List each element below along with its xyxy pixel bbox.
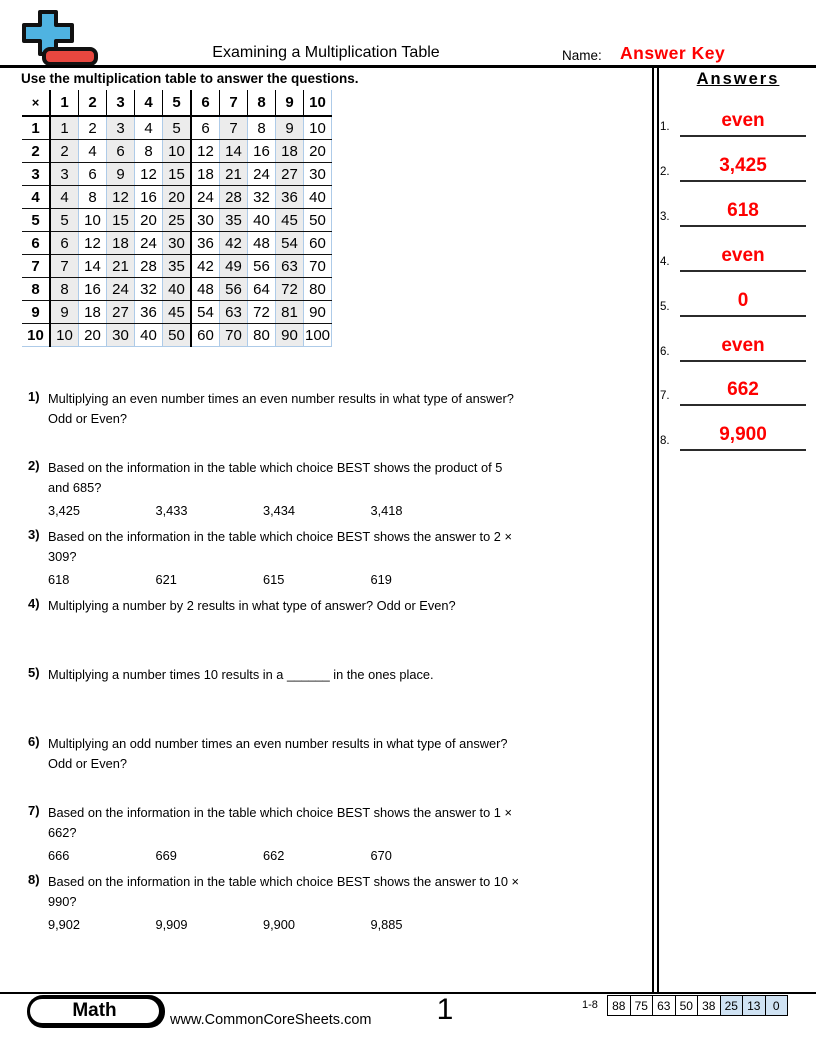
answer-choice: 666 <box>48 848 70 863</box>
table-cell: 50 <box>304 209 332 232</box>
subject-label: Math <box>30 999 159 1023</box>
score-cell: 25 <box>720 996 743 1015</box>
score-cell: 75 <box>630 996 653 1015</box>
question-8 <box>28 872 643 935</box>
table-cell: 9 <box>276 116 304 140</box>
table-cell: 54 <box>276 232 304 255</box>
table-cell: 45 <box>276 209 304 232</box>
table-cell: 16 <box>79 278 107 301</box>
table-col-header: 5 <box>163 90 192 116</box>
answer-blank <box>680 110 806 137</box>
question-text <box>48 596 643 616</box>
questions <box>28 0 643 990</box>
question-line: Based on the information in the table which choice BEST shows the product of 5 <box>48 460 503 475</box>
answer-choice: 9,909 <box>155 917 188 932</box>
table-cell: 64 <box>248 278 276 301</box>
name-label: Name: <box>562 48 602 63</box>
table-cell: 24 <box>248 163 276 186</box>
table-row-header: 3 <box>22 163 50 186</box>
question-line: Multiplying a number times 10 results in a ______ in the ones place. <box>48 667 434 682</box>
table-cell: 32 <box>135 278 163 301</box>
table-cell: 48 <box>191 278 220 301</box>
question-line: Based on the information in the table which choice BEST shows the answer to 1 × <box>48 805 512 820</box>
table-row-header: 6 <box>22 232 50 255</box>
table-cell: 28 <box>220 186 248 209</box>
question-number: 5) <box>28 665 40 680</box>
table-cell: 28 <box>135 255 163 278</box>
question-choices <box>48 570 643 590</box>
table-row-header: 5 <box>22 209 50 232</box>
table-col-header: 7 <box>220 90 248 116</box>
table-col-header: 10 <box>304 90 332 116</box>
table-cell: 50 <box>163 324 192 347</box>
table-col-header: 1 <box>50 90 79 116</box>
answer-number: 4. <box>660 256 670 268</box>
table-cell: 6 <box>191 116 220 140</box>
table-cell: 36 <box>276 186 304 209</box>
table-cell: 60 <box>304 232 332 255</box>
answer-value: even <box>721 110 765 131</box>
question-choices <box>48 915 643 935</box>
table-cell: 70 <box>304 255 332 278</box>
table-cell: 16 <box>135 186 163 209</box>
answer-value: 0 <box>737 290 749 311</box>
answer-blank <box>680 424 806 451</box>
table-cell: 10 <box>79 209 107 232</box>
answers-list <box>658 0 810 990</box>
table-cell: 3 <box>50 163 79 186</box>
table-row-header: 9 <box>22 301 50 324</box>
question-4 <box>28 596 643 616</box>
table-cell: 4 <box>79 140 107 163</box>
table-cell: 24 <box>191 186 220 209</box>
answer-value: 9,900 <box>719 424 767 445</box>
table-cell: 2 <box>79 116 107 140</box>
score-range-label: 1-8 <box>582 999 598 1011</box>
table-cell: 24 <box>135 232 163 255</box>
table-col-header: 8 <box>248 90 276 116</box>
table-cell: 14 <box>220 140 248 163</box>
table-cell: 12 <box>107 186 135 209</box>
question-number: 1) <box>28 389 40 404</box>
table-cell: 14 <box>79 255 107 278</box>
answer-value: 3,425 <box>719 155 767 176</box>
table-cell: 27 <box>107 301 135 324</box>
answer-value: 662 <box>727 379 759 400</box>
table-cell: 20 <box>135 209 163 232</box>
table-cell: 54 <box>191 301 220 324</box>
instruction-text: Use the multiplication table to answer the questions. <box>21 71 359 86</box>
table-cell: 12 <box>135 163 163 186</box>
name-value-answer-key: Answer Key <box>620 43 726 63</box>
answer-blank <box>680 245 806 272</box>
answer-item-8 <box>658 409 810 451</box>
answer-choice: 3,425 <box>48 503 81 518</box>
table-cell: 1 <box>50 116 79 140</box>
answer-choice: 619 <box>370 572 392 587</box>
question-number: 2) <box>28 458 40 473</box>
question-text <box>48 458 643 521</box>
question-text <box>48 665 643 685</box>
table-cell: 35 <box>220 209 248 232</box>
score-cell: 88 <box>608 996 630 1015</box>
answers-panel-title: Answers <box>696 70 780 88</box>
question-text <box>48 527 643 590</box>
answers-divider-line-outer <box>652 68 654 992</box>
question-number: 4) <box>28 596 40 611</box>
table-cell: 30 <box>304 163 332 186</box>
question-number: 7) <box>28 803 40 818</box>
question-choices <box>48 501 643 521</box>
table-col-header: 4 <box>135 90 163 116</box>
table-row-header: 8 <box>22 278 50 301</box>
table-cell: 72 <box>248 301 276 324</box>
table-cell: 24 <box>107 278 135 301</box>
table-cell: 63 <box>220 301 248 324</box>
score-cell: 63 <box>652 996 675 1015</box>
question-number: 3) <box>28 527 40 542</box>
table-cell: 18 <box>276 140 304 163</box>
table-cell: 3 <box>107 116 135 140</box>
table-cell: 45 <box>163 301 192 324</box>
question-5 <box>28 665 643 685</box>
question-choices <box>48 846 643 866</box>
answer-choice: 615 <box>263 572 285 587</box>
question-text <box>48 803 643 866</box>
question-number: 8) <box>28 872 40 887</box>
table-cell: 2 <box>50 140 79 163</box>
table-cell: 12 <box>191 140 220 163</box>
answer-item-6 <box>658 320 810 362</box>
table-cell: 90 <box>276 324 304 347</box>
question-line: 309? <box>48 549 77 564</box>
answer-blank <box>680 379 806 406</box>
question-number: 6) <box>28 734 40 749</box>
question-line: Multiplying a number by 2 results in what type of answer? Odd or Even? <box>48 598 456 613</box>
table-cell: 9 <box>50 301 79 324</box>
question-6 <box>28 734 643 774</box>
question-line: Odd or Even? <box>48 411 127 426</box>
table-cell: 36 <box>135 301 163 324</box>
score-cell: 50 <box>675 996 698 1015</box>
table-cell: 8 <box>79 186 107 209</box>
answer-value: even <box>721 335 765 356</box>
answer-choice: 3,434 <box>263 503 296 518</box>
table-row-header: 4 <box>22 186 50 209</box>
table-cell: 27 <box>276 163 304 186</box>
page-number: 1 <box>436 993 454 1026</box>
table-cell: 7 <box>220 116 248 140</box>
table-cell: 48 <box>248 232 276 255</box>
answer-choice: 3,418 <box>370 503 403 518</box>
answer-choice: 670 <box>370 848 392 863</box>
answer-number: 8. <box>660 435 670 447</box>
answer-number: 1. <box>660 121 670 133</box>
answer-choice: 621 <box>155 572 177 587</box>
table-cell: 8 <box>135 140 163 163</box>
table-cell: 32 <box>248 186 276 209</box>
score-cell: 38 <box>697 996 720 1015</box>
table-cell: 8 <box>248 116 276 140</box>
question-line: Multiplying an odd number times an even number results in what type of answer? <box>48 736 508 751</box>
table-row-header: 2 <box>22 140 50 163</box>
question-line: 662? <box>48 825 77 840</box>
score-grid <box>607 995 788 1016</box>
table-cell: 100 <box>304 324 332 347</box>
answer-blank <box>680 290 806 317</box>
table-col-header: 6 <box>191 90 220 116</box>
answer-item-7 <box>658 364 810 406</box>
table-cell: 21 <box>220 163 248 186</box>
answer-item-1 <box>658 95 810 137</box>
question-1 <box>28 389 643 429</box>
table-cell: 40 <box>163 278 192 301</box>
answer-item-5 <box>658 275 810 317</box>
question-text <box>48 389 643 429</box>
table-cell: 18 <box>107 232 135 255</box>
table-cell: 60 <box>191 324 220 347</box>
table-cell: 90 <box>304 301 332 324</box>
table-cell: 7 <box>50 255 79 278</box>
answer-choice: 9,902 <box>48 917 81 932</box>
question-line: 990? <box>48 894 77 909</box>
question-text <box>48 734 643 774</box>
table-cell: 10 <box>50 324 79 347</box>
answer-choice: 669 <box>155 848 177 863</box>
table-col-header: 3 <box>107 90 135 116</box>
table-cell: 8 <box>50 278 79 301</box>
question-line: Odd or Even? <box>48 756 127 771</box>
table-cell: 6 <box>107 140 135 163</box>
table-cell: 18 <box>79 301 107 324</box>
table-cell: 16 <box>248 140 276 163</box>
table-cell: 40 <box>135 324 163 347</box>
table-cell: 20 <box>163 186 192 209</box>
answer-choice: 662 <box>263 848 285 863</box>
answer-blank <box>680 200 806 227</box>
table-cell: 63 <box>276 255 304 278</box>
table-cell: 80 <box>304 278 332 301</box>
table-cell: 20 <box>79 324 107 347</box>
website-text: www.CommonCoreSheets.com <box>170 1012 372 1028</box>
answer-choice: 9,885 <box>370 917 403 932</box>
score-cell: 13 <box>742 996 765 1015</box>
table-cell: 9 <box>107 163 135 186</box>
table-cell: 42 <box>220 232 248 255</box>
answer-number: 6. <box>660 346 670 358</box>
answer-blank <box>680 335 806 362</box>
table-cell: 56 <box>220 278 248 301</box>
question-line: and 685? <box>48 480 102 495</box>
table-cell: 5 <box>163 116 192 140</box>
table-cell: 80 <box>248 324 276 347</box>
question-2 <box>28 458 643 521</box>
table-col-header: 2 <box>79 90 107 116</box>
answer-item-4 <box>658 230 810 272</box>
answer-number: 7. <box>660 390 670 402</box>
table-cell: 70 <box>220 324 248 347</box>
table-cell: 20 <box>304 140 332 163</box>
table-cell: 30 <box>163 232 192 255</box>
page-title: Examining a Multiplication Table <box>212 44 440 61</box>
table-cell: 4 <box>50 186 79 209</box>
table-cell: 6 <box>50 232 79 255</box>
table-cell: 21 <box>107 255 135 278</box>
question-3 <box>28 527 643 590</box>
table-cell: 10 <box>163 140 192 163</box>
table-cell: 30 <box>107 324 135 347</box>
question-line: Based on the information in the table which choice BEST shows the answer to 10 × <box>48 874 520 889</box>
answer-choice: 9,900 <box>263 917 296 932</box>
table-cell: 10 <box>304 116 332 140</box>
score-cell: 0 <box>765 996 788 1015</box>
answer-choice: 618 <box>48 572 70 587</box>
table-row-header: 7 <box>22 255 50 278</box>
answer-value: 618 <box>727 200 759 221</box>
answer-number: 3. <box>660 211 670 223</box>
answer-item-2 <box>658 140 810 182</box>
table-corner-cell: × <box>22 90 50 116</box>
table-row-header: 10 <box>22 324 50 347</box>
answer-choice: 3,433 <box>155 503 188 518</box>
answer-number: 5. <box>660 301 670 313</box>
answer-number: 2. <box>660 166 670 178</box>
answer-item-3 <box>658 185 810 227</box>
table-cell: 40 <box>304 186 332 209</box>
table-row-header: 1 <box>22 116 50 140</box>
answer-value: even <box>721 245 765 266</box>
table-cell: 18 <box>191 163 220 186</box>
table-cell: 49 <box>220 255 248 278</box>
table-cell: 56 <box>248 255 276 278</box>
question-line: Multiplying an even number times an even number results in what type of answer? <box>48 391 514 406</box>
question-7 <box>28 803 643 866</box>
table-cell: 5 <box>50 209 79 232</box>
table-cell: 72 <box>276 278 304 301</box>
table-cell: 4 <box>135 116 163 140</box>
table-cell: 42 <box>191 255 220 278</box>
question-text <box>48 872 643 935</box>
answer-blank <box>680 155 806 182</box>
table-cell: 15 <box>163 163 192 186</box>
table-cell: 15 <box>107 209 135 232</box>
table-cell: 12 <box>79 232 107 255</box>
table-cell: 30 <box>191 209 220 232</box>
table-cell: 36 <box>191 232 220 255</box>
table-cell: 40 <box>248 209 276 232</box>
question-line: Based on the information in the table which choice BEST shows the answer to 2 × <box>48 529 512 544</box>
subject-badge <box>27 995 165 1028</box>
table-cell: 25 <box>163 209 192 232</box>
table-cell: 81 <box>276 301 304 324</box>
table-cell: 35 <box>163 255 192 278</box>
table-cell: 6 <box>79 163 107 186</box>
table-col-header: 9 <box>276 90 304 116</box>
